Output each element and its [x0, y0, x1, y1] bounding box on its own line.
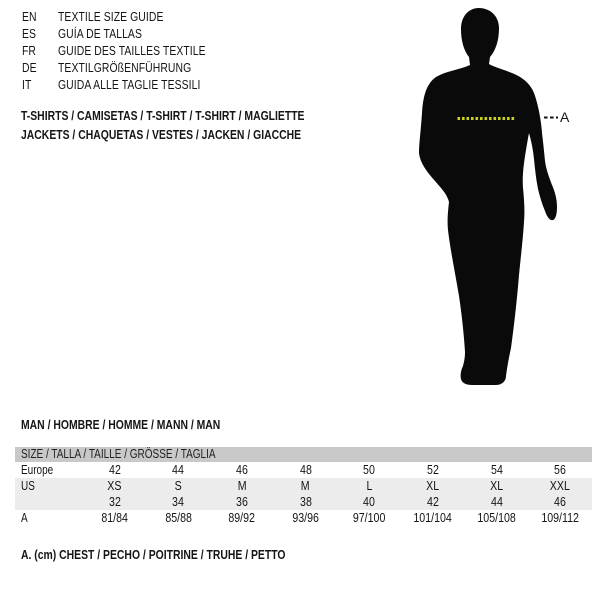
size-cell: 54	[490, 463, 503, 477]
language-title: GUIDE DES TAILLES TEXTILE	[58, 43, 206, 58]
row-label: A	[21, 511, 28, 525]
language-title: TEXTILGRÖßENFÜHRUNG	[58, 60, 192, 75]
size-cell: L	[366, 479, 373, 493]
language-row-de	[22, 59, 243, 76]
size-cell: 101/104	[413, 511, 453, 525]
size-cell: 32	[108, 495, 121, 509]
man-silhouette	[419, 8, 557, 385]
size-cell: M	[301, 479, 311, 493]
size-cell: XXL	[550, 479, 571, 493]
language-title: TEXTILE SIZE GUIDE	[58, 9, 164, 24]
language-row-en	[22, 8, 243, 25]
language-code: DE	[22, 60, 37, 75]
size-cell: 81/84	[101, 511, 129, 525]
row-label: US	[21, 479, 35, 493]
size-cell: 52	[427, 463, 439, 477]
size-table-row-numeric	[15, 494, 592, 510]
size-cell: 89/92	[228, 511, 256, 525]
size-cell: 97/100	[353, 511, 386, 525]
category-jackets: JACKETS / CHAQUETAS / VESTES / JACKEN / GIACCHE	[21, 127, 302, 142]
size-cell: M	[237, 479, 247, 493]
size-cell: 42	[108, 463, 121, 477]
size-cell: 34	[172, 495, 185, 509]
size-cell: 50	[363, 463, 376, 477]
row-label: Europe	[21, 463, 54, 477]
language-row-es	[22, 25, 243, 42]
size-cell: 36	[236, 495, 248, 509]
language-code: EN	[22, 9, 37, 24]
size-table-header-text: SIZE / TALLA / TAILLE / GRÖSSE / TAGLIA	[21, 447, 216, 461]
size-table-row-europe	[15, 462, 592, 478]
size-cell: 44	[172, 463, 185, 477]
size-table	[15, 447, 592, 527]
size-cell: XS	[107, 479, 122, 493]
language-row-fr	[22, 42, 243, 59]
size-cell: 38	[299, 495, 312, 509]
size-cell: 44	[490, 495, 503, 509]
language-row-it	[22, 76, 243, 93]
size-cell: S	[174, 479, 182, 493]
section-heading-text: MAN / HOMBRE / HOMME / MANN / MAN	[21, 417, 221, 432]
language-code: IT	[22, 77, 32, 92]
measure-label-a: A	[560, 109, 570, 125]
size-table-row-chest-a	[15, 510, 592, 527]
size-cell: 56	[554, 463, 567, 477]
language-list	[22, 8, 243, 93]
measure-footnote	[21, 547, 352, 562]
size-cell: 109/112	[541, 511, 579, 525]
language-code: FR	[22, 43, 37, 58]
language-code: ES	[22, 26, 37, 41]
category-tshirts: T-SHIRTS / CAMISETAS / T-SHIRT / T-SHIRT / MAGLIETTE	[21, 108, 305, 123]
size-table-row-us	[15, 478, 592, 494]
size-table-header	[15, 447, 592, 462]
section-heading-man	[21, 417, 270, 432]
size-cell: XL	[426, 479, 440, 493]
language-title: GUIDA ALLE TAGLIE TESSILI	[58, 77, 201, 92]
category-lines	[21, 106, 375, 144]
size-cell: 46	[236, 463, 248, 477]
measure-footnote-text: A. (cm) CHEST / PECHO / POITRINE / TRUHE / PETTO	[21, 547, 286, 562]
size-cell: XL	[490, 479, 504, 493]
size-cell: 105/108	[477, 511, 516, 525]
size-cell: 46	[554, 495, 567, 509]
size-cell: 93/96	[292, 511, 319, 525]
size-cell: 42	[427, 495, 439, 509]
size-cell: 48	[299, 463, 312, 477]
language-title: GUÍA DE TALLAS	[58, 26, 142, 41]
size-cell: 40	[363, 495, 376, 509]
size-cell: 85/88	[165, 511, 192, 525]
